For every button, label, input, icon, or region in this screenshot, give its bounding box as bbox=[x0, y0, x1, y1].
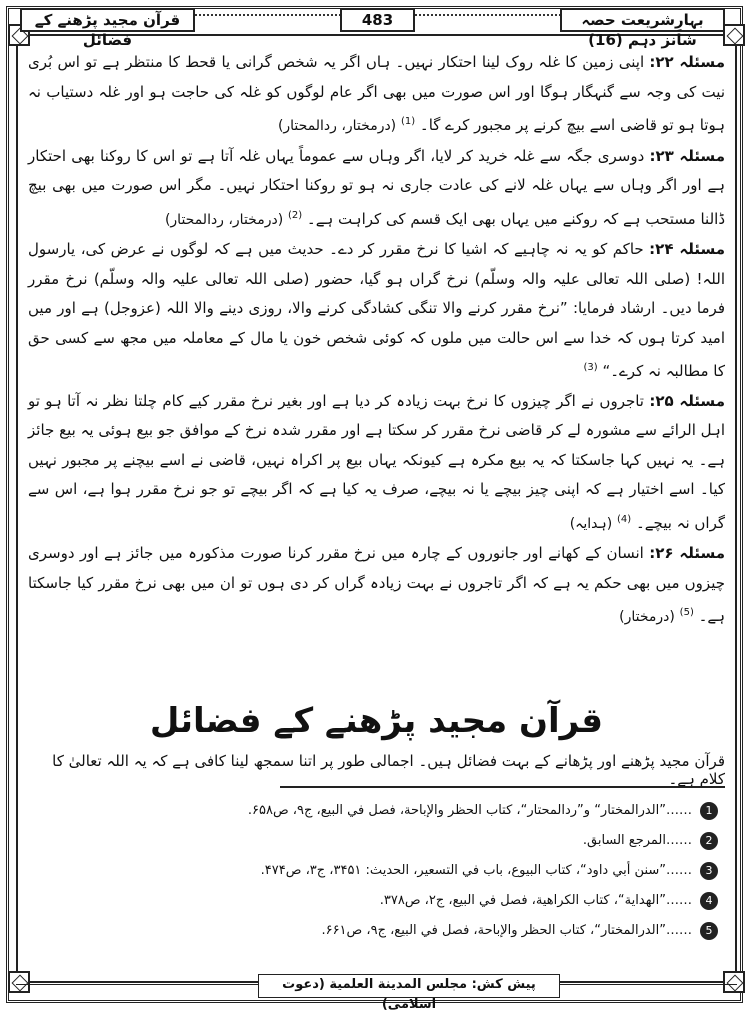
footnote-ref[interactable]: (3) bbox=[583, 362, 598, 373]
source-citation: (ہدایہ) bbox=[569, 515, 613, 532]
masala-label: مسئلہ ۲۳: bbox=[649, 146, 725, 165]
masala-text: تاجروں نے اگر چیزوں کا نرخ بہت زیادہ کر دیا ہے اور بغیر نرخ مقرر کیے کام چلتا نظر نہ آتا ہو تو اہل الرائے سے مشورہ لے کر قاضی نرخ مقرر کر سکتا ہے اور مقرر شدہ نرخ کے موافق جو بیع ہوئی یہ بیع جائز ہے۔ یہ نہیں کہا جاسکتا کہ یہ بیع مکرہ ہے کیونکہ یہاں بیع پر اکراہ نہیں، قاضی نے اسے بیچنے پر مجبور نہیں کیا۔ اسے اختیار ہے کہ اپنی چیز بیچے یا نہ بیچے، صرف یہ کیا ہے کہ اگر بیچے تو جو نرخ مقرر ہوا ہے، اس سے گراں نہ بیچے۔ bbox=[28, 391, 725, 532]
source-citation: (درمختار، ردالمحتار) bbox=[164, 211, 284, 228]
masala-23 bbox=[28, 142, 725, 236]
footnote-number: 3 bbox=[700, 862, 718, 880]
masala-22 bbox=[28, 48, 725, 142]
footnote-item bbox=[28, 886, 718, 916]
footnote-item bbox=[28, 856, 718, 886]
section-heading: قرآن مجید پڑھنے کے فضائل bbox=[149, 701, 604, 741]
footnote-text: ……”الهداية“، كتاب الكراهية، فصل في البيع، ج۲، ص۳۷۸. bbox=[379, 893, 692, 908]
footnote-ref[interactable]: (5) bbox=[679, 607, 694, 618]
masala-text: انسان کے کھانے اور جانوروں کے چارہ میں نرخ مقرر کرنا صورت مذکورہ میں جائز ہے اور دوسری چیزوں میں بھی حکم یہ ہے کہ اگر تاجروں نے بہت زیادہ گراں کر دی ہوں تو ان میں بھی نرخ مقرر کیا جاسکتا ہے۔ bbox=[28, 544, 725, 625]
footnote-item bbox=[28, 916, 718, 946]
footnote-text: ……المرجع السابق. bbox=[582, 833, 692, 848]
chapter-title: قرآن مجید پڑھنے کے فضائل bbox=[20, 8, 195, 32]
footnote-item bbox=[28, 796, 718, 826]
source-citation: (درمختار، ردالمحتار) bbox=[277, 118, 397, 134]
footnote-ref[interactable]: (4) bbox=[616, 513, 632, 525]
masala-26 bbox=[28, 539, 725, 633]
publisher-footer: پیش کش: مجلس المدينة العلمية (دعوت اسلامی) bbox=[258, 974, 560, 998]
book-title: بہارِشریعت حصہ شانز دہم (16) bbox=[560, 8, 725, 32]
footnote-item bbox=[28, 826, 718, 856]
main-content bbox=[28, 48, 725, 633]
corner-ornament bbox=[723, 24, 745, 46]
masala-24 bbox=[28, 235, 725, 387]
footnote-number: 5 bbox=[700, 922, 718, 940]
section-intro: قرآن مجید پڑھنے اور پڑھانے کے بہت فضائل ہیں۔ اجمالی طور پر اتنا سمجھ لینا کافی ہے کہ یہ اللہ تعالیٰ کا کلام ہے۔ bbox=[52, 752, 725, 788]
footnote-text: ……”الدرالمختار“، كتاب الحظر والإباحة، فصل في البيع، ج۹، ص۶۶۱. bbox=[321, 923, 692, 938]
corner-ornament bbox=[723, 971, 745, 993]
masala-label: مسئلہ ۲۴: bbox=[649, 240, 726, 258]
page-number: 483 bbox=[340, 8, 415, 32]
masala-text: اپنی زمین کا غلہ روک لینا احتکار نہیں۔ ہاں اگر یہ شخص گرانی یا قحط کا منتظر ہے تو اس بُری نیت کی وجہ سے گنہگار ہوگا اور اس صورت میں بھی اگر عام لوگوں کو غلہ کی حاجت ہو اور غلہ دستیاب نہ ہوتا ہو تو قاضی اسے بیچ کرنے پر مجبور کرے گا۔ bbox=[28, 53, 725, 134]
footnote-number: 2 bbox=[700, 832, 718, 850]
masala-label: مسئلہ ۲۵: bbox=[649, 391, 725, 410]
footnote-ref[interactable]: (2) bbox=[287, 209, 303, 221]
footnote-ref[interactable]: (1) bbox=[400, 116, 416, 127]
footnote-text: ……”سنن أبي داود“، كتاب البيوع، باب في التسعير، الحديث: ۳۴۵۱، ج۳، ص۴۷۴. bbox=[260, 863, 692, 878]
masala-label: مسئلہ ۲۶: bbox=[649, 544, 725, 562]
masala-25 bbox=[28, 387, 725, 540]
masala-text: حاکم کو یہ نہ چاہیے کہ اشیا کا نرخ مقرر کر دے۔ حدیث میں ہے کہ لوگوں نے عرض کی، یارسول اللہ! (صلی اللہ تعالی علیہ والہ وسلّم) نرخ گراں ہو گیا، حضور (صلی اللہ تعالی علیہ والہ وسلّم) نرخ مقرر فرما دیں۔ ارشاد فرمایا: ”نرخ مقرر کرنے والا تنگی کشادگی کرنے والا، روزی دینے والا اللہ (عزوجل) ہے اور میں امید کرتا ہوں کہ خدا سے اس حالت میں ملوں کہ کوئی شخص خون یا مال کے معاملہ میں مجھ سے کسی حق کا مطالبہ نہ کرے۔“ bbox=[28, 240, 725, 380]
masala-text: دوسری جگہ سے غلہ خرید کر لایا، اگر وہاں سے عموماً یہاں غلہ آتا ہے تو اس کا روکنا بھی احتکار ہے اور اگر وہاں سے یہاں غلہ لانے کی عادت جاری نہ ہو تو روکنا احتکار نہیں۔ مگر اس صورت میں بھی بیچ ڈالنا مستحب ہے کہ روکنے میں یہاں بھی ایک قسم کی کراہت ہے۔ bbox=[28, 146, 725, 228]
footnote-text: ……”الدرالمختار“ و”ردالمحتار“، كتاب الحظر والإباحة، فصل في البيع، ج۹، ص۶۵۸. bbox=[247, 803, 692, 818]
footnote-separator bbox=[280, 786, 725, 788]
footnotes bbox=[28, 796, 718, 946]
source-citation: (درمختار) bbox=[619, 609, 675, 625]
footnote-number: 4 bbox=[700, 892, 718, 910]
footnote-number: 1 bbox=[700, 802, 718, 820]
masala-label: مسئلہ ۲۲: bbox=[649, 53, 725, 71]
corner-ornament bbox=[8, 971, 30, 993]
